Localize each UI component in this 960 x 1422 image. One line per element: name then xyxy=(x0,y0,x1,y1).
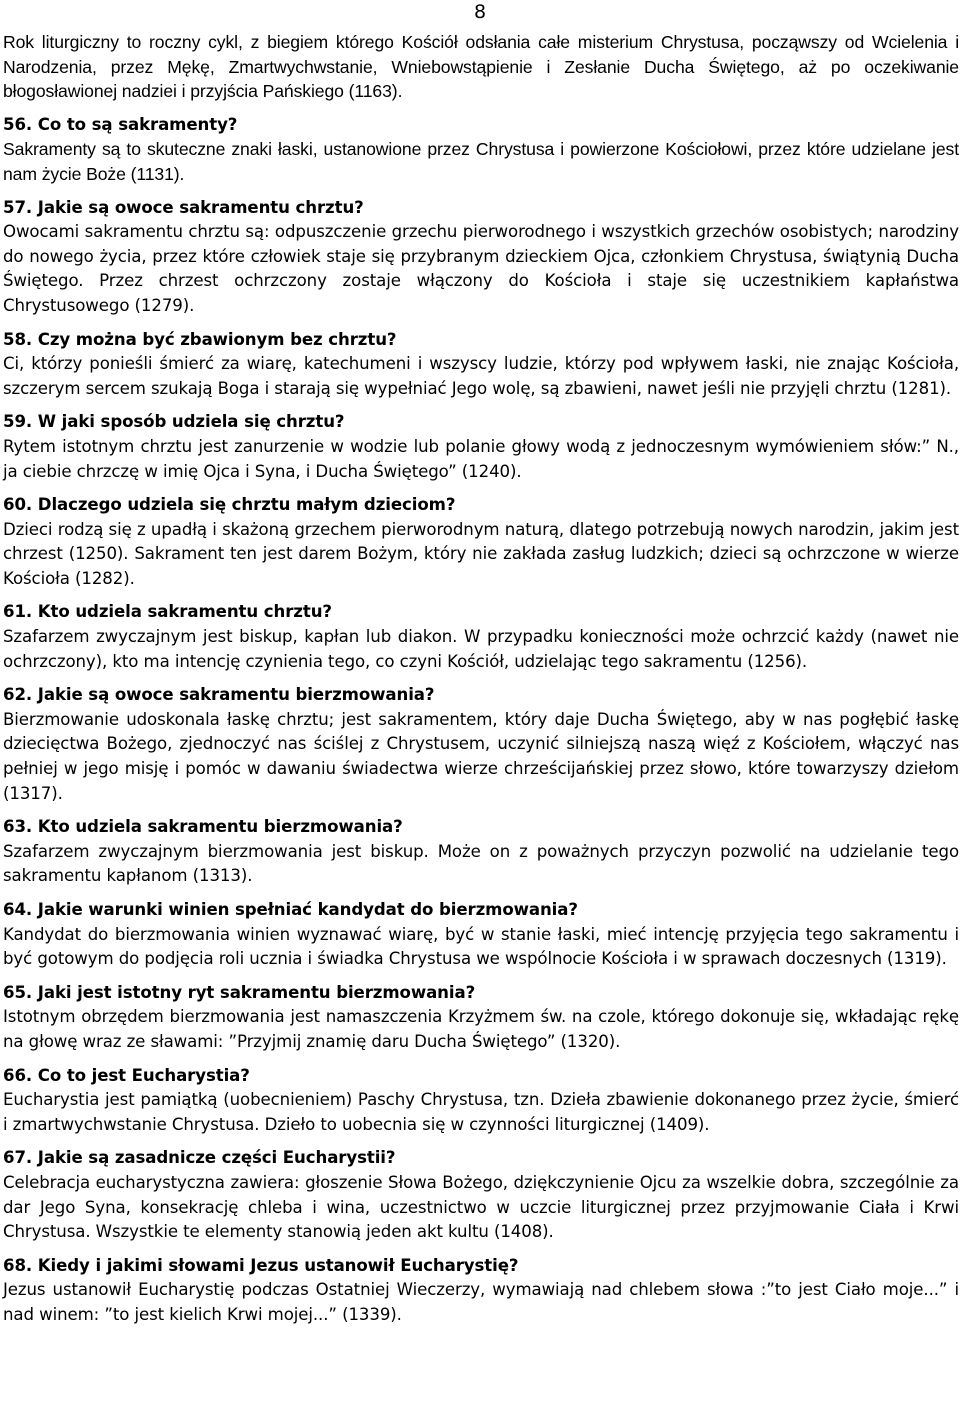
page-content xyxy=(3,30,959,1328)
question-66: 66. Co to jest Eucharystia? xyxy=(3,1065,250,1085)
answer-59: Rytem istotnym chrztu jest zanurzenie w wodzie lub polanie głowy wodą z jednoczesnym wymówieniem słów:” N., ja ciebie chrzczę w imię Ojca i Syna, i Ducha Świętego” (1240). xyxy=(3,436,959,481)
answer-56: Sakramenty są to skuteczne znaki łaski, ustanowione przez Chrystusa i powierzone Kościołowi, przez które udzielane jest nam życie Boże (1131). xyxy=(3,139,959,184)
answer-67: Celebracja eucharystyczna zawiera: głoszenie Słowa Bożego, dziękczynienie Ojcu za wszelkie dobra, szczególnie za dar Jego Syna, konsekrację chleba i wina, uczestnictwo w uczcie liturgicznej przez przyjmowanie Ciała i Krwi Chrystusa. Wszystkie te elementy stanowią jeden akt kultu (1408). xyxy=(3,1172,959,1242)
question-61: 61. Kto udziela sakramentu chrztu? xyxy=(3,602,332,622)
question-56: 56. Co to są sakramenty? xyxy=(3,114,238,134)
page-number: 8 xyxy=(473,1,487,23)
catechism-entry-65 xyxy=(3,981,959,1055)
answer-57: Owocami sakramentu chrztu są: odpuszczenie grzechu pierworodnego i wszystkich grzechów osobistych; narodziny do nowego życia, przez które człowiek staje się przybranym dzieckiem Ojca, członkiem Chrystusa, świątynią Ducha Świętego. Przez chrzest ochrzczony zostaje włączony do Kościoła i staje się uczestnikiem kapłaństwa Chrystusowego (1279). xyxy=(3,222,959,315)
question-59: 59. W jaki sposób udziela się chrztu? xyxy=(3,412,345,432)
catechism-entry-61 xyxy=(3,600,959,674)
question-60: 60. Dlaczego udziela się chrztu małym dzieciom? xyxy=(3,495,456,515)
question-57: 57. Jakie są owoce sakramentu chrztu? xyxy=(3,197,364,217)
catechism-entry-58 xyxy=(3,328,959,402)
answer-63: Szafarzem zwyczajnym bierzmowania jest biskup. Może on z poważnych przyczyn pozwolić na udzielanie tego sakramentu kapłanom (1313). xyxy=(3,841,959,886)
catechism-entry-67 xyxy=(3,1146,959,1244)
catechism-entry-57 xyxy=(3,196,959,319)
question-67: 67. Jakie są zasadnicze części Eucharystii? xyxy=(3,1148,396,1168)
answer-60: Dzieci rodzą się z upadłą i skażoną grzechem pierworodnym naturą, dlatego potrzebują nowych narodzin, jakim jest chrzest (1250). Sakrament ten jest darem Bożym, który nie zakłada zasług ludzkich; dzieci są ochrzczone w wierze Kościoła (1282). xyxy=(3,519,959,588)
question-65: 65. Jaki jest istotny ryt sakramentu bierzmowania? xyxy=(3,982,476,1002)
answer-62: Bierzmowanie udoskonala łaskę chrztu; jest sakramentem, który daje Ducha Świętego, aby w nas pogłębić łaskę dziecięctwa Bożego, zjednoczyć nas ściślej z Chrystusem, uczynić silniejszą naszą więź z Kościołem, włączyć nas pełniej w jego misję i pomóc w dawaniu świadectwa wierze chrześcijańskiej przez słowo, które towarzyszy dziełom (1317). xyxy=(3,709,959,803)
catechism-entry-62 xyxy=(3,683,959,806)
question-62: 62. Jakie są owoce sakramentu bierzmowania? xyxy=(3,685,435,705)
answer-64: Kandydat do bierzmowania winien wyznawać wiarę, być w stanie łaski, mieć intencję przyjęcia tego sakramentu i być gotowym do podjęcia roli ucznia i świadka Chrystusa we wspólnocie Kościoła i w sprawach doczesnych (1319). xyxy=(3,924,959,969)
answer-66: Eucharystia jest pamiątką (uobecnieniem) Paschy Chrystusa, tzn. Dzieła zbawienie dokonanego przez życie, śmierć i zmartwychwstanie Chrystusa. Dzieło to uobecnia się w czynności liturgicznej (1409). xyxy=(3,1090,959,1134)
answer-68: Jezus ustanowił Eucharystię podczas Ostatniej Wieczerzy, wymawiają nad chlebem słowa :”to jest Ciało moje...” i nad winem: ”to jest kielich Krwi mojej...” (1339). xyxy=(3,1280,959,1324)
catechism-entry-63 xyxy=(3,815,959,889)
question-64: 64. Jakie warunki winien spełniać kandydat do bierzmowania? xyxy=(3,900,578,919)
catechism-entry-64 xyxy=(3,898,959,972)
answer-61: Szafarzem zwyczajnym jest biskup, kapłan lub diakon. W przypadku konieczności może ochrzcić każdy (nawet nie ochrzczony), kto ma intencję czynienia tego, co czyni Kościół, udzielając tego sakramentu (1256). xyxy=(3,627,959,671)
intro-paragraph: Rok liturgiczny to roczny cykl, z biegiem którego Kościół odsłania całe misterium Chrystusa, począwszy od Wcielenia i Narodzenia, przez Mękę, Zmartwychwstanie, Wniebowstąpienie i Zesłanie Ducha Świętego, aż po oczekiwanie błogosławionej nadziei i przyjścia Pańskiego (1163). xyxy=(3,32,959,102)
catechism-entry-66 xyxy=(3,1064,959,1138)
question-68: 68. Kiedy i jakimi słowami Jezus ustanowił Eucharystię? xyxy=(3,1255,519,1275)
catechism-entry-59 xyxy=(3,410,959,484)
question-63: 63. Kto udziela sakramentu bierzmowania? xyxy=(3,817,403,837)
catechism-entry-56 xyxy=(3,113,959,187)
catechism-entry-68 xyxy=(3,1254,959,1328)
question-58: 58. Czy można być zbawionym bez chrztu? xyxy=(3,329,397,349)
answer-58: Ci, którzy ponieśli śmierć za wiarę, katechumeni i wszyscy ludzie, którzy pod wpływem łaski, nie znając Kościoła, szczerym sercem szukają Boga i starają się wypełniać Jego wolę, są zbawieni, nawet jeśli nie przyjęli chrztu (1281). xyxy=(3,354,959,398)
answer-65: Istotnym obrzędem bierzmowania jest namaszczenia Krzyżmem św. na czole, którego dokonuje się, wkładając rękę na głowę wraz ze sławami: ”Przyjmij znamię daru Ducha Świętego” (1320). xyxy=(3,1007,959,1051)
catechism-entry-60 xyxy=(3,493,959,591)
